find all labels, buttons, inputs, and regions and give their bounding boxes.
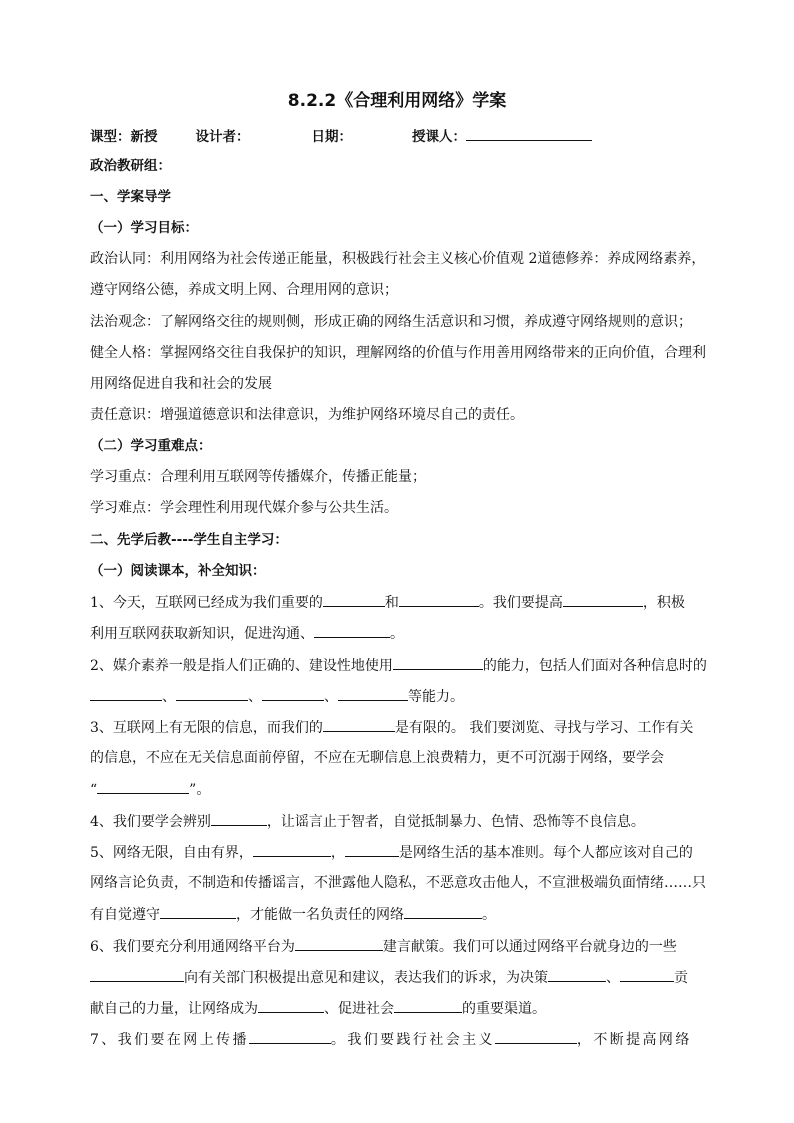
page-title: 8.2.2《合理利用网络》学案 <box>287 91 507 111</box>
question-6-line-1: 6、我们要充分利用通网络平台为 建言献策。我们可以通过网络平台就身边的一些 <box>90 936 704 957</box>
key-heading: （二）学习重难点： <box>90 438 212 454</box>
course-type: 课型：新授 <box>90 129 158 145</box>
key-point: 学习重点：合理利用互联网等传播媒介，传播正能量； <box>90 469 426 485</box>
fill-blank[interactable] <box>345 842 399 857</box>
fill-blank[interactable] <box>295 936 383 951</box>
designer-label: 设计者： <box>195 129 250 145</box>
question-3-line-2: 的信息，不应在无关信息面前停留，不应在无聊信息上浪费精力，更不可沉溺于网络，要学会 <box>90 750 664 766</box>
question-3-line-3: “ ”。 <box>90 779 704 800</box>
fill-blank[interactable] <box>253 842 331 857</box>
teacher-blank[interactable] <box>466 126 592 141</box>
fill-blank[interactable] <box>97 779 189 794</box>
goal-line: 责任意识：增强道德意识和法律意识，为维护网络环境尽自己的责任。 <box>90 407 524 423</box>
meta-row <box>90 126 704 147</box>
fill-blank[interactable] <box>258 998 324 1013</box>
question-2-line-2: 、 、 、 等能力。 <box>90 686 704 707</box>
fill-blank[interactable] <box>176 686 248 701</box>
fill-blank[interactable] <box>404 904 482 919</box>
question-1-line-1: 1、今天，互联网已经成为我们重要的 和 。我们要提高 ，积极 <box>90 592 704 613</box>
question-6-line-3: 献自己的力量，让网络成为 、促进社会 的重要渠道。 <box>90 998 704 1019</box>
fill-blank[interactable] <box>495 1029 577 1044</box>
fill-blank[interactable] <box>262 686 324 701</box>
fill-blank[interactable] <box>563 592 643 607</box>
fill-blank[interactable] <box>338 686 408 701</box>
fill-blank[interactable] <box>211 811 267 826</box>
difficult-point: 学习难点：学会理性利用现代媒介参与公共生活。 <box>90 500 398 516</box>
goal-line: 法治观念：了解网络交往的规则侧，形成正确的网络生活意识和习惯，养成遵守网络规则的意识； <box>90 314 692 330</box>
fill-blank[interactable] <box>90 967 184 982</box>
question-5-line-3: 有自觉遵守 ，才能做一名负责任的网络 。 <box>90 904 704 925</box>
question-2-line-1: 2、媒介素养一般是指人们正确的、建设性地使用 的能力，包括人们面对各种信息时的 <box>90 655 704 676</box>
question-1-line-2: 利用互联网获取新知识，促进沟通、 。 <box>90 623 704 644</box>
fill-blank[interactable] <box>399 592 479 607</box>
goal-line: 健全人格：掌握网络交往自我保护的知识，理解网络的价值与作用善用网络带来的正向价值，合理利 <box>90 345 706 361</box>
teacher-label: 授课人： <box>412 129 466 145</box>
fill-blank[interactable] <box>393 655 483 670</box>
goal-line: 用网络促进自我和社会的发展 <box>90 376 272 392</box>
reading-heading: （一）阅读课本，补全知识： <box>90 563 266 579</box>
fill-blank[interactable] <box>620 967 674 982</box>
section1-heading: 一、学案导学 <box>90 189 171 205</box>
section2-heading: 二、先学后教----学生自主学习： <box>90 532 288 548</box>
goal-line: 政治认同：利用网络为社会传递正能量，积极践行社会主义核心价值观 2道德修养：养成网络素养， <box>90 251 706 267</box>
question-3-line-1: 3、互联网上有无限的信息，而我们的 是有限的。 我们要浏览、寻找与学习、工作有关 <box>90 717 704 738</box>
question-7-line-1: 7、我们要在网上传播 。我们要践行社会主义 ，不断提高网络 <box>90 1029 704 1050</box>
goal-line: 遵守网络公德，养成文明上网、合理用网的意识； <box>90 282 398 298</box>
date-label: 日期： <box>311 129 352 145</box>
fill-blank[interactable] <box>394 998 462 1013</box>
fill-blank[interactable] <box>249 1029 331 1044</box>
goals-heading: （一）学习目标： <box>90 220 198 236</box>
fill-blank[interactable] <box>323 592 385 607</box>
question-6-line-2: 向有关部门积极提出意见和建议，表达我们的诉求，为决策 、 贡 <box>90 967 704 988</box>
question-4-line-1: 4、我们要学会辨别 ，让谣言止于智者，自觉抵制暴力、色情、恐怖等不良信息。 <box>90 811 704 832</box>
question-5-line-2: 网络言论负责，不制造和传播谣言，不泄露他人隐私，不恶意攻击他人，不宣泄极端负面情绪……只 <box>90 875 706 891</box>
fill-blank[interactable] <box>160 904 236 919</box>
group-label: 政治教研组： <box>90 158 171 174</box>
fill-blank[interactable] <box>323 717 395 732</box>
fill-blank[interactable] <box>90 686 162 701</box>
fill-blank[interactable] <box>314 623 390 638</box>
question-5-line-1: 5、网络无限，自由有界， ， 是网络生活的基本准则。每个人都应该对自己的 <box>90 842 704 863</box>
fill-blank[interactable] <box>548 967 606 982</box>
